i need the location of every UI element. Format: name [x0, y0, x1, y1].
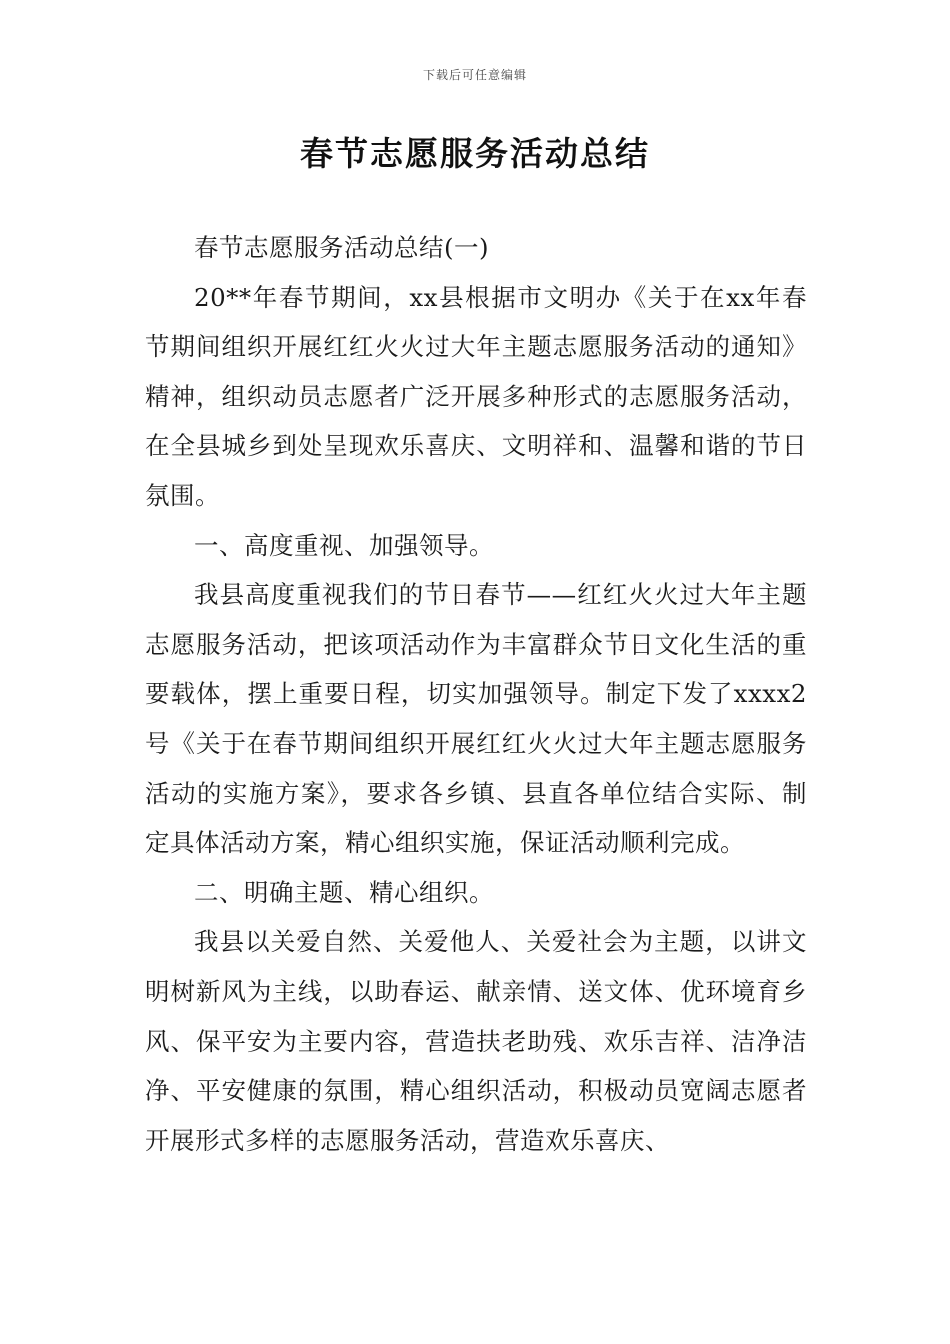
subtitle-paragraph: 春节志愿服务活动总结(一) — [194, 233, 490, 262]
intro-paragraph: 20**年春节期间，xx县根据市文明办《关于在xx年春节期间组织开展红红火火过大年主题志愿服务活动的通知》精神，组织动员志愿者广泛开展多种形式的志愿服务活动，在全县城乡到处呈现欢乐喜庆、文明祥和、温馨和谐的节日氛围。 — [145, 282, 807, 510]
document-title: 春节志愿服务活动总结 — [300, 134, 650, 173]
section-heading-2: 二、明确主题、精心组织。 — [194, 877, 494, 907]
section-2-paragraph: 我县以关爱自然、关爱他人、关爱社会为主题，以讲文明树新风为主线，以助春运、献亲情、送文体、优环境育乡风、保平安为主要内容，营造扶老助残、欢乐吉祥、洁净洁净、平安健康的氛围，精心组织活动，积极动员宽阔志愿者开展形式多样的志愿服务活动，营造欢乐喜庆、 — [145, 927, 807, 1155]
header-note: 下载后可任意编辑 — [422, 68, 527, 82]
document-body — [145, 223, 807, 1165]
section-1-paragraph: 我县高度重视我们的节日春节——红红火火过大年主题志愿服务活动，把该项活动作为丰富群众节日文化生活的重要载体，摆上重要日程，切实加强领导。制定下发了xxxx2号《关于在春节期间组织开展红红火火过大年主题志愿服务活动的实施方案》，要求各乡镇、县直各单位结合实际、制定具体活动方案，精心组织实施，保证活动顺利完成。 — [145, 580, 807, 858]
section-heading-1: 一、高度重视、加强领导。 — [194, 530, 494, 560]
